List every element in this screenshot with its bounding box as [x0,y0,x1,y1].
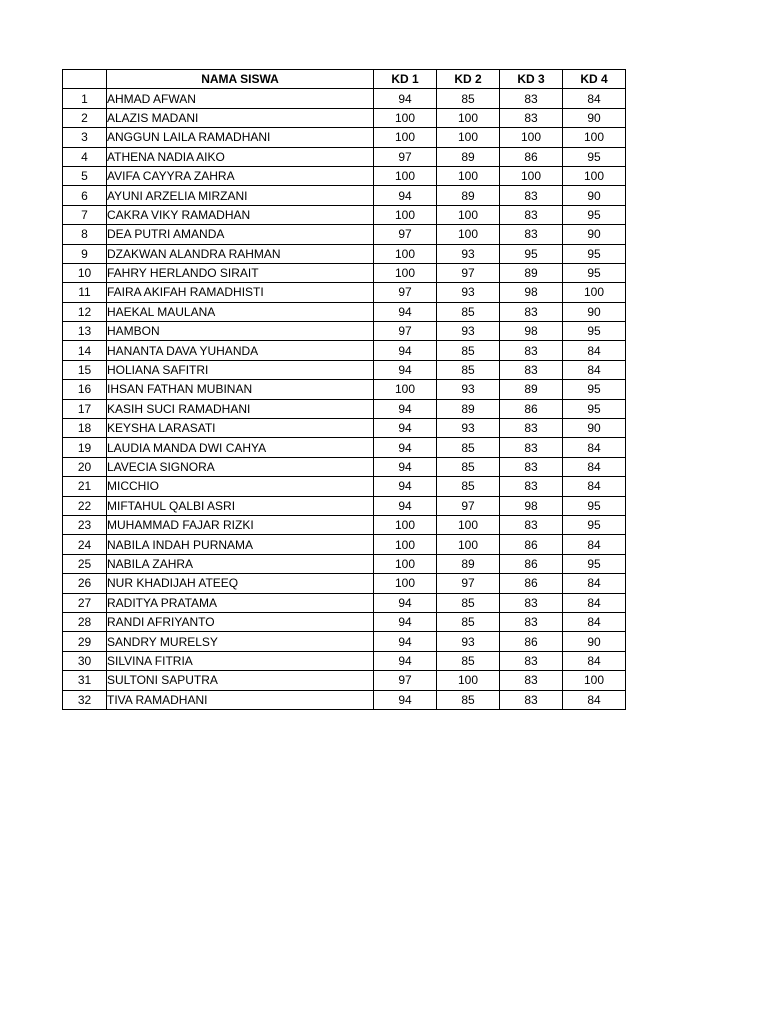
cell-kd2: 97 [437,263,500,282]
table-row [63,457,626,476]
cell-student-name: RADITYA PRATAMA [107,593,374,612]
cell-kd3: 83 [500,651,563,670]
cell-no: 9 [63,244,107,263]
cell-kd4: 95 [563,147,626,166]
header-kd1: KD 1 [374,70,437,89]
cell-kd2: 100 [437,128,500,147]
header-kd2: KD 2 [437,70,500,89]
cell-student-name: AVIFA CAYYRA ZAHRA [107,166,374,185]
cell-no: 22 [63,496,107,515]
cell-no: 24 [63,535,107,554]
table-row [63,438,626,457]
cell-kd4: 95 [563,380,626,399]
cell-kd2: 85 [437,341,500,360]
cell-kd1: 94 [374,477,437,496]
cell-kd2: 85 [437,360,500,379]
cell-no: 23 [63,515,107,534]
header-name: NAMA SISWA [107,70,374,89]
cell-kd2: 100 [437,515,500,534]
cell-kd3: 98 [500,283,563,302]
cell-kd2: 100 [437,535,500,554]
table-row [63,380,626,399]
cell-kd1: 100 [374,574,437,593]
cell-kd2: 89 [437,554,500,573]
grade-table [62,69,626,710]
table-body [63,89,626,710]
cell-no: 32 [63,690,107,709]
cell-kd3: 89 [500,263,563,282]
cell-student-name: RANDI AFRIYANTO [107,612,374,631]
cell-no: 25 [63,554,107,573]
header-kd3: KD 3 [500,70,563,89]
cell-student-name: MUHAMMAD FAJAR RIZKI [107,515,374,534]
cell-no: 2 [63,108,107,127]
table-row [63,419,626,438]
table-row [63,515,626,534]
table-row [63,593,626,612]
cell-student-name: FAHRY HERLANDO SIRAIT [107,263,374,282]
header-kd4: KD 4 [563,70,626,89]
cell-kd2: 93 [437,283,500,302]
cell-kd4: 90 [563,225,626,244]
table-row [63,108,626,127]
cell-kd1: 97 [374,283,437,302]
cell-kd1: 94 [374,186,437,205]
cell-no: 11 [63,283,107,302]
cell-kd3: 83 [500,205,563,224]
cell-kd1: 94 [374,651,437,670]
cell-kd3: 100 [500,166,563,185]
cell-no: 28 [63,612,107,631]
cell-kd4: 84 [563,438,626,457]
table-row [63,690,626,709]
cell-student-name: ATHENA NADIA AIKO [107,147,374,166]
cell-kd2: 97 [437,574,500,593]
table-row [63,225,626,244]
cell-student-name: HAMBON [107,322,374,341]
cell-student-name: HOLIANA SAFITRI [107,360,374,379]
cell-kd3: 83 [500,477,563,496]
cell-kd3: 86 [500,574,563,593]
cell-kd1: 94 [374,89,437,108]
cell-no: 26 [63,574,107,593]
cell-kd2: 100 [437,166,500,185]
cell-no: 1 [63,89,107,108]
cell-kd4: 84 [563,612,626,631]
cell-kd4: 84 [563,593,626,612]
table-row [63,283,626,302]
table-header [63,70,626,89]
table-row [63,671,626,690]
header-row [63,70,626,89]
cell-kd1: 94 [374,341,437,360]
cell-kd4: 84 [563,535,626,554]
cell-kd1: 94 [374,360,437,379]
cell-student-name: AYUNI ARZELIA MIRZANI [107,186,374,205]
cell-kd2: 97 [437,496,500,515]
table-row [63,186,626,205]
cell-no: 10 [63,263,107,282]
cell-kd4: 95 [563,554,626,573]
cell-no: 21 [63,477,107,496]
cell-kd4: 95 [563,205,626,224]
cell-kd4: 84 [563,360,626,379]
cell-student-name: HANANTA DAVA YUHANDA [107,341,374,360]
cell-no: 29 [63,632,107,651]
cell-student-name: SILVINA FITRIA [107,651,374,670]
cell-kd2: 93 [437,419,500,438]
cell-no: 31 [63,671,107,690]
cell-kd2: 93 [437,244,500,263]
cell-no: 6 [63,186,107,205]
cell-no: 4 [63,147,107,166]
table-row [63,128,626,147]
cell-kd1: 100 [374,244,437,263]
cell-kd3: 95 [500,244,563,263]
table-row [63,651,626,670]
cell-kd2: 100 [437,205,500,224]
cell-kd2: 85 [437,302,500,321]
cell-kd1: 94 [374,399,437,418]
cell-kd3: 98 [500,322,563,341]
cell-student-name: LAVECIA SIGNORA [107,457,374,476]
cell-kd4: 84 [563,651,626,670]
cell-kd1: 100 [374,128,437,147]
cell-kd3: 86 [500,147,563,166]
cell-kd2: 85 [437,690,500,709]
cell-kd2: 100 [437,671,500,690]
cell-student-name: KEYSHA LARASATI [107,419,374,438]
cell-kd1: 97 [374,671,437,690]
cell-kd1: 94 [374,496,437,515]
cell-no: 18 [63,419,107,438]
cell-kd1: 100 [374,515,437,534]
cell-kd2: 85 [437,477,500,496]
cell-kd4: 90 [563,186,626,205]
cell-kd1: 94 [374,457,437,476]
cell-kd2: 85 [437,89,500,108]
cell-kd4: 100 [563,283,626,302]
cell-kd3: 83 [500,89,563,108]
cell-no: 16 [63,380,107,399]
cell-kd3: 100 [500,128,563,147]
cell-no: 8 [63,225,107,244]
cell-kd1: 94 [374,302,437,321]
cell-kd2: 89 [437,147,500,166]
table-row [63,574,626,593]
cell-student-name: MICCHIO [107,477,374,496]
table-row [63,554,626,573]
cell-no: 30 [63,651,107,670]
table-row [63,166,626,185]
cell-kd3: 83 [500,612,563,631]
cell-student-name: NUR KHADIJAH ATEEQ [107,574,374,593]
cell-kd4: 95 [563,244,626,263]
cell-kd4: 84 [563,457,626,476]
cell-student-name: KASIH SUCI RAMADHANI [107,399,374,418]
cell-kd4: 84 [563,341,626,360]
cell-kd1: 97 [374,225,437,244]
cell-kd2: 100 [437,225,500,244]
cell-kd4: 90 [563,302,626,321]
cell-student-name: IHSAN FATHAN MUBINAN [107,380,374,399]
cell-no: 20 [63,457,107,476]
cell-kd4: 95 [563,322,626,341]
cell-kd3: 83 [500,108,563,127]
cell-student-name: SULTONI SAPUTRA [107,671,374,690]
cell-kd2: 85 [437,612,500,631]
cell-kd3: 86 [500,399,563,418]
table-row [63,535,626,554]
cell-kd2: 85 [437,457,500,476]
cell-student-name: DZAKWAN ALANDRA RAHMAN [107,244,374,263]
cell-kd3: 83 [500,225,563,244]
cell-student-name: DEA PUTRI AMANDA [107,225,374,244]
cell-no: 3 [63,128,107,147]
table-row [63,244,626,263]
cell-kd3: 83 [500,302,563,321]
cell-no: 12 [63,302,107,321]
cell-student-name: MIFTAHUL QALBI ASRI [107,496,374,515]
cell-no: 13 [63,322,107,341]
table-row [63,147,626,166]
cell-no: 14 [63,341,107,360]
cell-kd3: 98 [500,496,563,515]
cell-kd4: 100 [563,166,626,185]
cell-kd3: 86 [500,535,563,554]
cell-kd1: 100 [374,108,437,127]
cell-kd4: 84 [563,89,626,108]
cell-student-name: ANGGUN LAILA RAMADHANI [107,128,374,147]
cell-kd1: 94 [374,690,437,709]
table-row [63,302,626,321]
cell-kd4: 90 [563,419,626,438]
cell-student-name: HAEKAL MAULANA [107,302,374,321]
cell-kd1: 94 [374,593,437,612]
cell-no: 7 [63,205,107,224]
cell-kd4: 95 [563,496,626,515]
cell-student-name: TIVA RAMADHANI [107,690,374,709]
cell-student-name: LAUDIA MANDA DWI CAHYA [107,438,374,457]
cell-kd2: 93 [437,322,500,341]
cell-no: 27 [63,593,107,612]
cell-kd4: 90 [563,108,626,127]
table-row [63,205,626,224]
cell-kd3: 83 [500,438,563,457]
header-no [63,70,107,89]
cell-kd3: 86 [500,554,563,573]
cell-kd1: 97 [374,322,437,341]
cell-student-name: NABILA INDAH PURNAMA [107,535,374,554]
cell-kd4: 90 [563,632,626,651]
cell-kd1: 94 [374,438,437,457]
table-row [63,612,626,631]
cell-student-name: AHMAD AFWAN [107,89,374,108]
cell-no: 15 [63,360,107,379]
cell-kd1: 94 [374,419,437,438]
table-row [63,360,626,379]
cell-kd1: 100 [374,380,437,399]
cell-kd2: 100 [437,108,500,127]
cell-student-name: CAKRA VIKY RAMADHAN [107,205,374,224]
cell-kd3: 83 [500,457,563,476]
cell-student-name: ALAZIS MADANI [107,108,374,127]
cell-kd4: 95 [563,263,626,282]
cell-student-name: FAIRA AKIFAH RAMADHISTI [107,283,374,302]
cell-kd1: 94 [374,632,437,651]
cell-no: 17 [63,399,107,418]
cell-kd3: 83 [500,671,563,690]
table-row [63,496,626,515]
cell-student-name: NABILA ZAHRA [107,554,374,573]
cell-kd1: 94 [374,612,437,631]
cell-kd2: 89 [437,399,500,418]
table-row [63,477,626,496]
cell-kd3: 83 [500,341,563,360]
cell-kd3: 83 [500,360,563,379]
cell-kd2: 85 [437,438,500,457]
cell-kd2: 93 [437,632,500,651]
cell-kd2: 89 [437,186,500,205]
cell-kd1: 97 [374,147,437,166]
cell-kd4: 100 [563,671,626,690]
cell-kd3: 83 [500,515,563,534]
cell-kd1: 100 [374,263,437,282]
cell-kd2: 85 [437,651,500,670]
cell-kd4: 84 [563,690,626,709]
cell-kd1: 100 [374,166,437,185]
table-row [63,263,626,282]
cell-kd1: 100 [374,554,437,573]
cell-kd1: 100 [374,205,437,224]
table-row [63,341,626,360]
table-row [63,632,626,651]
cell-kd1: 100 [374,535,437,554]
cell-kd3: 89 [500,380,563,399]
cell-kd4: 84 [563,574,626,593]
cell-kd4: 100 [563,128,626,147]
cell-kd4: 95 [563,399,626,418]
cell-kd3: 83 [500,186,563,205]
cell-kd3: 86 [500,632,563,651]
cell-kd2: 93 [437,380,500,399]
cell-student-name: SANDRY MURELSY [107,632,374,651]
cell-kd3: 83 [500,690,563,709]
cell-kd3: 83 [500,593,563,612]
table-row [63,399,626,418]
cell-no: 19 [63,438,107,457]
table-row [63,89,626,108]
cell-kd4: 95 [563,515,626,534]
cell-no: 5 [63,166,107,185]
cell-kd3: 83 [500,419,563,438]
table-row [63,322,626,341]
cell-kd2: 85 [437,593,500,612]
cell-kd4: 84 [563,477,626,496]
